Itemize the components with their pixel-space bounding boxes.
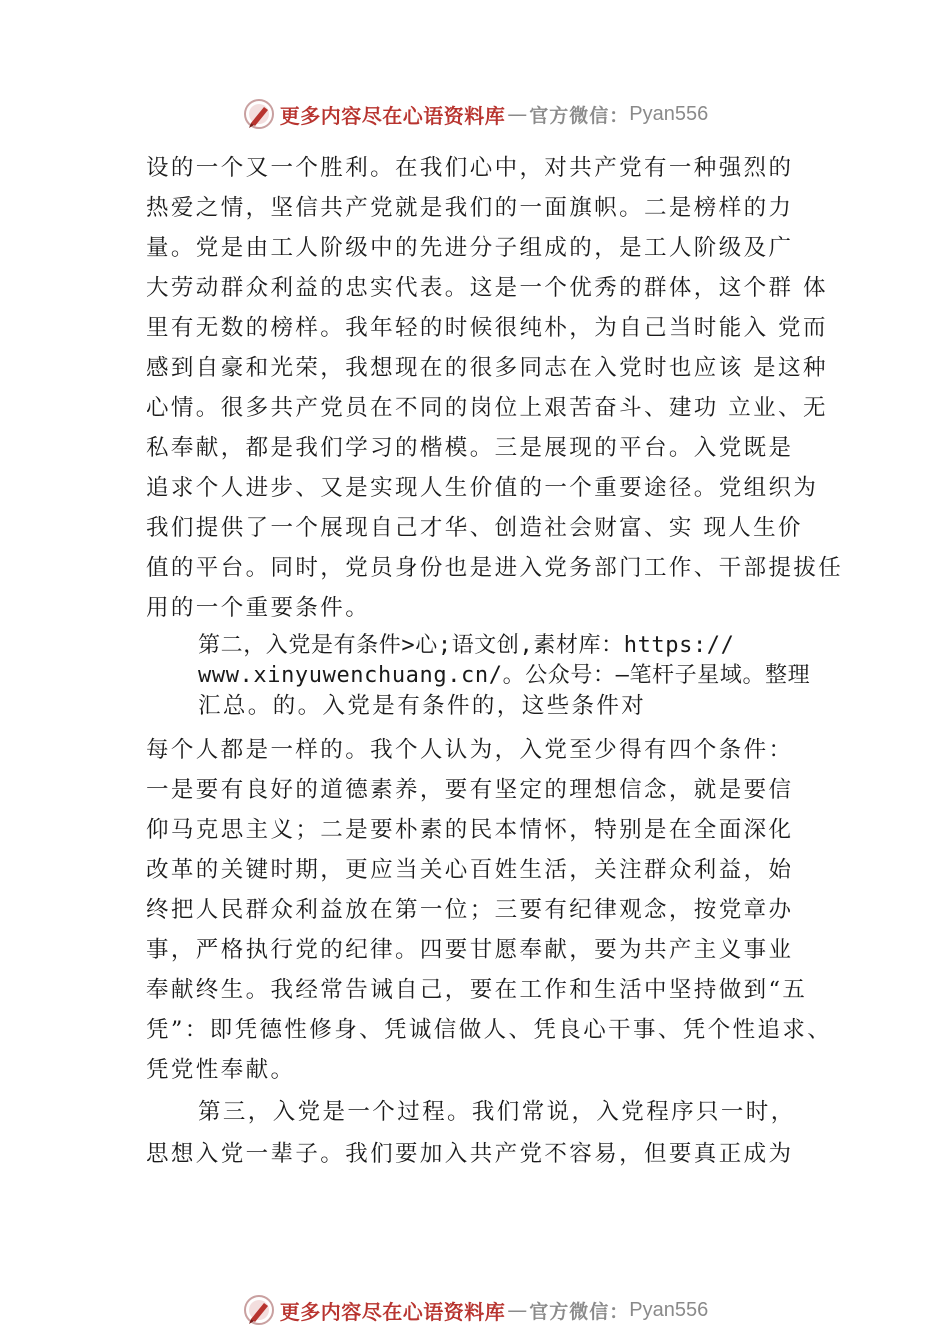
text-line: 值的平台。同时，党员身份也是进入党务部门工作、干部提拔任 (146, 555, 844, 581)
text-line: 追求个人进步、又是实现人生价值的一个重要途径。党组织为 (146, 475, 819, 501)
text-line: 第三，入党是一个过程。我们常说，入党程序只一时， (198, 1099, 796, 1125)
text-line: 奉献终生。我经常告诫自己，要在工作和生活中坚持做到“五 (146, 977, 808, 1003)
text-line: 每个人都是一样的。我个人认为，入党至少得有四个条件： (146, 737, 794, 763)
text-line: 事，严格执行党的纪律。四要甘愿奉献，要为共产主义事业 (146, 937, 794, 963)
pen-logo-icon (242, 1293, 276, 1327)
text-line: www.xinyuwenchuang.cn/。公众号：—笔杆子星域。整理 (198, 663, 811, 688)
text-line: 改革的关键时期，更应当关心百姓生活，关注群众利益，始 (146, 857, 794, 883)
text-line: 设的一个又一个胜利。在我们心中，对共产党有一种强烈的 (146, 155, 794, 181)
pen-logo-icon (242, 97, 276, 131)
banner-dash: — (507, 1298, 528, 1322)
text-line: 我们提供了一个展现自己才华、创造社会财富、实 现人生价 (146, 515, 803, 541)
banner-title: 更多内容尽在心语资料库 (279, 103, 506, 128)
text-line: 凭”：即凭德性修身、凭诚信做人、凭良心干事、凭个性追求、 (146, 1017, 833, 1043)
text-line: 一是要有良好的道德素养，要有坚定的理想信念，就是要信 (146, 777, 794, 803)
banner-wechat-id: Pyan556 (629, 1298, 709, 1321)
text-line: 凭党性奉献。 (146, 1057, 296, 1083)
banner-title: 更多内容尽在心语资料库 (279, 1299, 506, 1324)
text-line: 量。党是由工人阶级中的先进分子组成的，是工人阶级及广 (146, 235, 794, 261)
text-line: 第二，入党是有条件>心;语文创,素材库：https:// (198, 633, 735, 658)
text-line: 思想入党一辈子。我们要加入共产党不容易，但要真正成为 (146, 1141, 794, 1167)
text-line: 大劳动群众利益的忠实代表。这是一个优秀的群体，这个群 体 (146, 275, 828, 301)
banner-dash: — (507, 102, 528, 126)
text-line: 感到自豪和光荣，我想现在的很多同志在入党时也应该 是这种 (146, 355, 828, 381)
text-line: 热爱之情，坚信共产党就是我们的一面旗帜。二是榜样的力 (146, 195, 794, 221)
banner-official-label: 官方微信： (529, 104, 630, 127)
header-banner (0, 94, 950, 134)
text-line: 汇总。的。入党是有条件的，这些条件对 (198, 693, 647, 719)
text-line: 心情。很多共产党员在不同的岗位上艰苦奋斗、建功 立业、无 (146, 395, 828, 421)
text-line: 终把人民群众利益放在第一位；三要有纪律观念，按党章办 (146, 897, 794, 923)
text-line: 里有无数的榜样。我年轻的时候很纯朴，为自己当时能入 党而 (146, 315, 828, 341)
text-line: 仰马克思主义；二是要朴素的民本情怀，特别是在全面深化 (146, 817, 794, 843)
text-line: 用的一个重要条件。 (146, 595, 371, 621)
banner-wechat-id: Pyan556 (629, 102, 709, 125)
text-line: 私奉献，都是我们学习的楷模。三是展现的平台。入党既是 (146, 435, 794, 461)
footer-banner (0, 1290, 950, 1330)
banner-official-label: 官方微信： (529, 1300, 630, 1323)
